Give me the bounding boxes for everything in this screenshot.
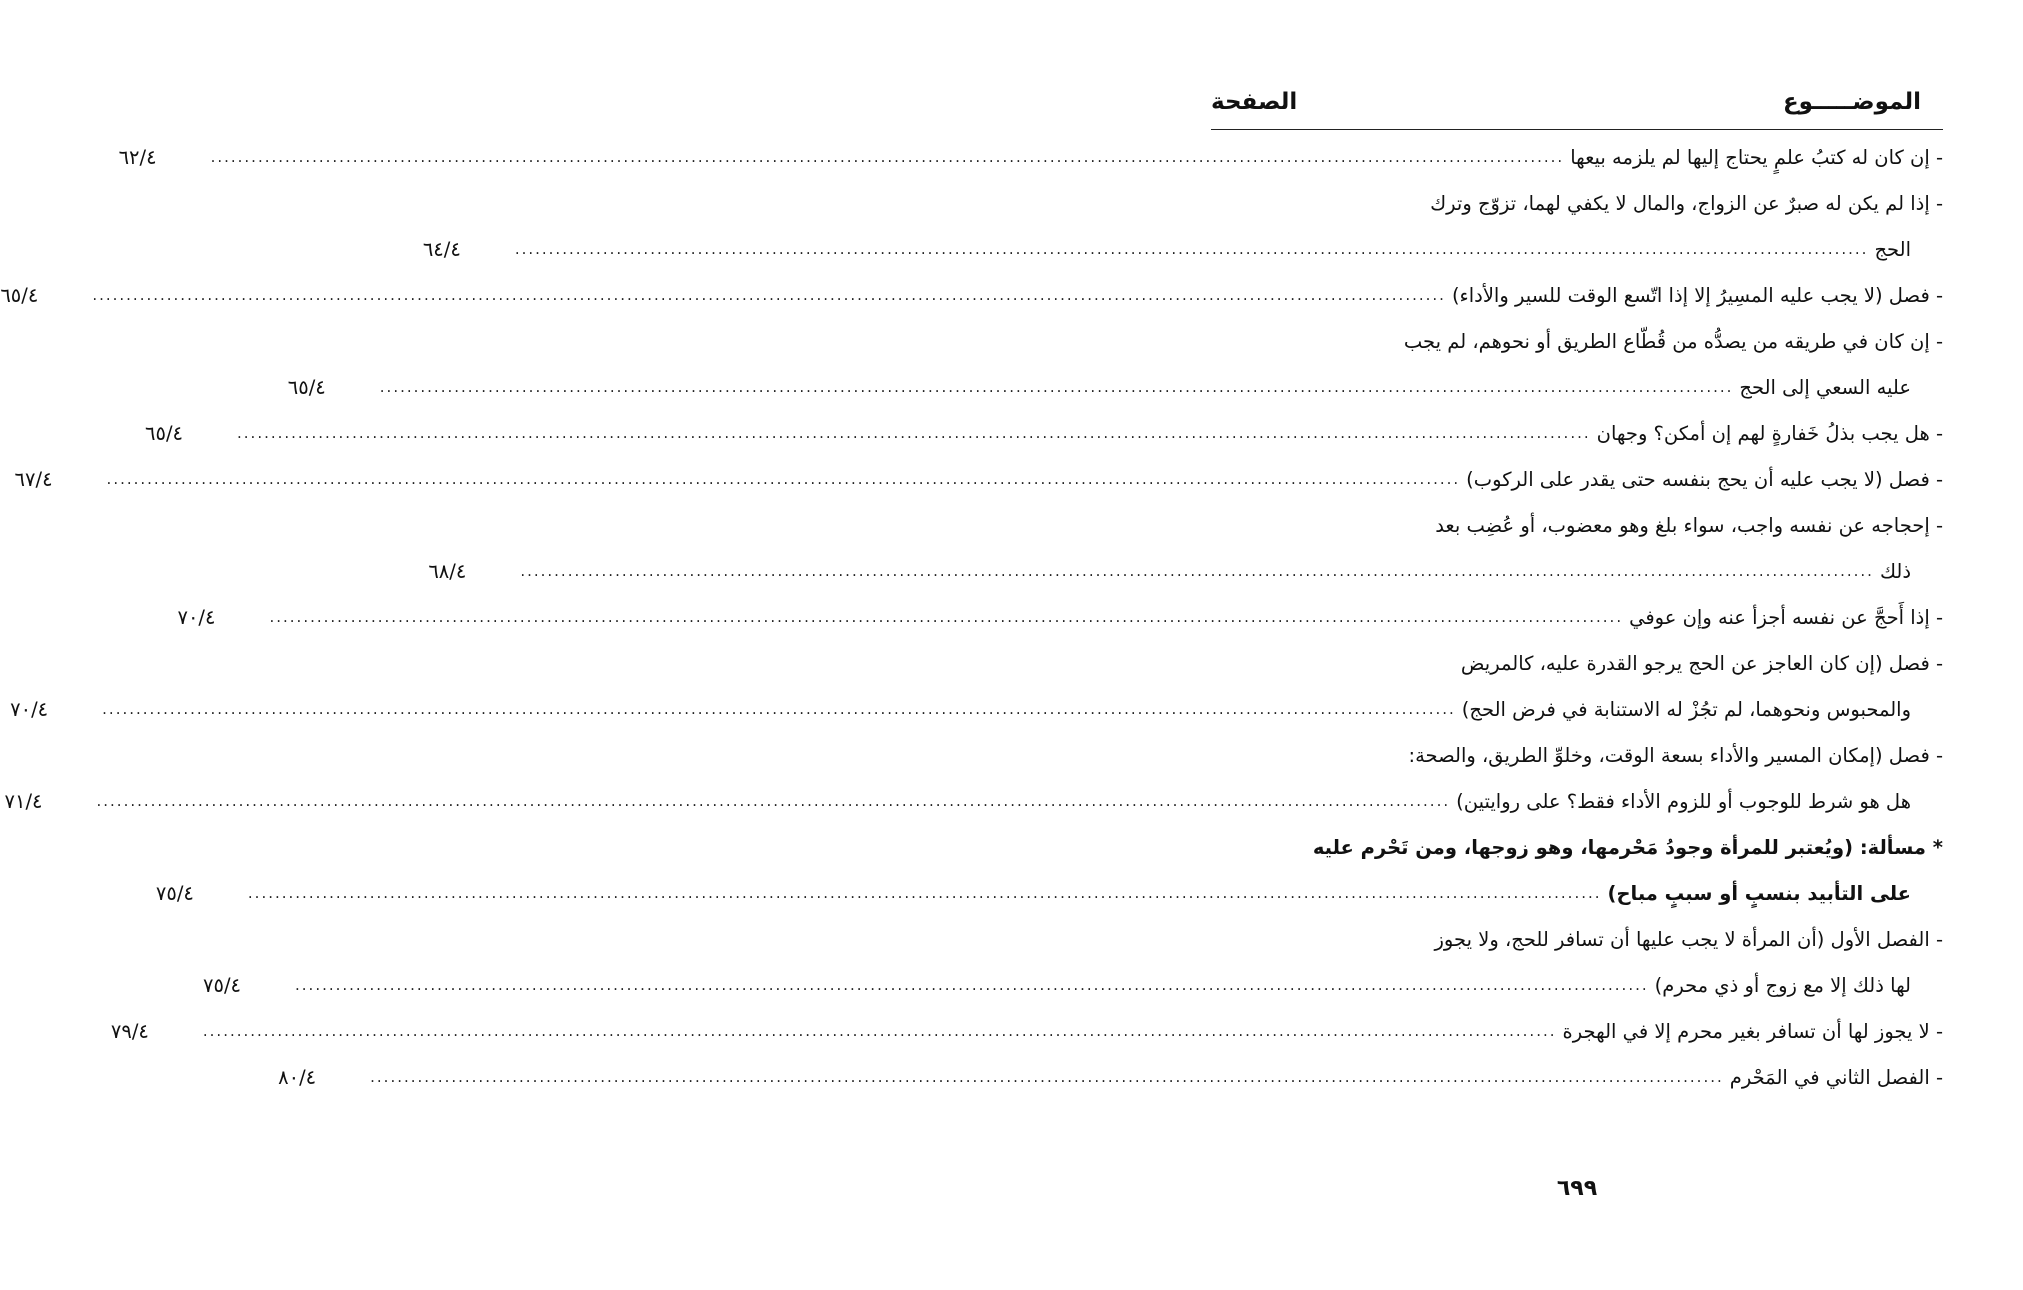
entry-text: والمحبوس ونحوهما، لم تجُزْ له الاستنابة في فرض الحج) bbox=[1461, 697, 1911, 721]
entry-page-ref: ٧٠/٤ bbox=[10, 697, 49, 721]
dot-leader: ........................................................................................................................................................................................................ bbox=[106, 470, 1461, 488]
table-header bbox=[1211, 82, 1921, 122]
dot-leader: ........................................................................................................................................................................................................ bbox=[92, 286, 1446, 304]
entry-text: عليه السعي إلى الحج bbox=[1739, 375, 1911, 399]
entry-page-ref: ٦٥/٤ bbox=[0, 283, 39, 307]
index-entry bbox=[1211, 824, 1943, 870]
entry-text: - الفصل الأول (أن المرأة لا يجب عليها أن تسافر للحج، ولا يجوز bbox=[1434, 927, 1943, 951]
index-entry bbox=[1211, 180, 1943, 226]
entry-page-ref: ٧٩/٤ bbox=[110, 1019, 149, 1043]
index-entry bbox=[1211, 732, 1943, 778]
topic-column-label: الموضـــــوع bbox=[1782, 89, 1921, 115]
entry-text: - إن كان في طريقه من يصدُّه من قُطّاع الطريق أو نحوهم، لم يجب bbox=[1403, 329, 1943, 353]
dot-leader: ........................................................................................................................................................................................................ bbox=[295, 976, 1649, 994]
dot-leader: ........................................................................................................................................................................................................ bbox=[247, 884, 1602, 902]
entry-text: على التأبيد بنسبٍ أو سببٍ مباح) bbox=[1607, 881, 1911, 905]
index-entry bbox=[1211, 318, 1943, 364]
index-entry bbox=[287, 364, 1943, 410]
index-entry bbox=[155, 870, 1943, 916]
entry-page-ref: ٦٤/٤ bbox=[422, 237, 461, 261]
entry-text: - فصل (إمكان المسير والأداء بسعة الوقت، وخلوِّ الطريق، والصحة: bbox=[1408, 743, 1943, 767]
entry-page-ref: ٦٢/٤ bbox=[118, 145, 157, 169]
header-divider bbox=[1211, 129, 1943, 130]
entry-page-ref: ٨٠/٤ bbox=[278, 1065, 317, 1089]
index-entry bbox=[14, 456, 1943, 502]
index-entry bbox=[1211, 640, 1943, 686]
dot-leader: ........................................................................................................................................................................................................ bbox=[102, 700, 1456, 718]
index-entry bbox=[145, 410, 1943, 456]
entry-text: - هل يجب بذلُ خَفارةٍ لهم إن أمكن؟ وجهان bbox=[1596, 421, 1943, 445]
dot-leader: ........................................................................................................................................................................................................ bbox=[269, 608, 1624, 626]
index-entry bbox=[428, 548, 1943, 594]
entry-text: - لا يجوز لها أن تسافر بغير محرم إلا في الهجرة bbox=[1562, 1019, 1943, 1043]
dot-leader: ........................................................................................................................................................................................................ bbox=[370, 1068, 1724, 1086]
entry-text: لها ذلك إلا مع زوج أو ذي محرم) bbox=[1654, 973, 1911, 997]
entry-text: - فصل (إن كان العاجز عن الحج يرجو القدرة عليه، كالمريض bbox=[1460, 651, 1943, 675]
index-entry bbox=[422, 226, 1943, 272]
index-entry bbox=[278, 1054, 1943, 1100]
entry-page-ref: ٦٥/٤ bbox=[145, 421, 184, 445]
dot-leader: ........................................................................................................................................................................................................ bbox=[514, 240, 1869, 258]
entry-text: - فصل (لا يجب عليه المسِيرُ إلا إذا اتّسع الوقت للسير والأداء) bbox=[1451, 283, 1943, 307]
entry-text: - إحجاجه عن نفسه واجب، سواء بلغ وهو معضوب، أو عُضِب بعد bbox=[1435, 513, 1943, 537]
index-entry bbox=[110, 1008, 1943, 1054]
entry-page-ref: ٦٥/٤ bbox=[287, 375, 326, 399]
index-entry bbox=[177, 594, 1943, 640]
dot-leader: ........................................................................................................................................................................................................ bbox=[202, 1022, 1557, 1040]
entry-page-ref: ٧٠/٤ bbox=[177, 605, 216, 629]
entry-text: - إن كان له كتبُ علمٍ يحتاج إليها لم يلزمه بيعها bbox=[1570, 145, 1943, 169]
index-entry bbox=[1211, 916, 1943, 962]
dot-leader: ........................................................................................................................................................................................................ bbox=[379, 378, 1734, 396]
entry-text: - الفصل الثاني في المَحْرم bbox=[1729, 1065, 1943, 1089]
entry-page-ref: ٧٥/٤ bbox=[155, 881, 194, 905]
index-entry bbox=[10, 686, 1943, 732]
index-entry bbox=[4, 778, 1943, 824]
index-entries bbox=[0, 134, 1943, 1100]
entry-page-ref: ٦٨/٤ bbox=[428, 559, 467, 583]
entry-text: ذلك bbox=[1879, 559, 1911, 583]
entry-text: الحج bbox=[1874, 237, 1911, 261]
index-entry bbox=[1211, 502, 1943, 548]
index-entry bbox=[0, 272, 1943, 318]
entry-text: هل هو شرط للوجوب أو للزوم الأداء فقط؟ على روايتين) bbox=[1456, 789, 1911, 813]
page-column-label: الصفحة bbox=[1211, 89, 1298, 115]
dot-leader: ........................................................................................................................................................................................................ bbox=[237, 424, 1591, 442]
dot-leader: ........................................................................................................................................................................................................ bbox=[520, 562, 1874, 580]
index-entry bbox=[203, 962, 1943, 1008]
entry-page-ref: ٦٧/٤ bbox=[14, 467, 53, 491]
index-entry bbox=[118, 134, 1943, 180]
entry-text: - إذا أَحجَّ عن نفسه أجزأ عنه وإن عوفي bbox=[1629, 605, 1943, 629]
entry-page-ref: ٧٥/٤ bbox=[203, 973, 242, 997]
dot-leader: ........................................................................................................................................................................................................ bbox=[96, 792, 1451, 810]
dot-leader: ........................................................................................................................................................................................................ bbox=[210, 148, 1565, 166]
entry-text: - فصل (لا يجب عليه أن يحج بنفسه حتى يقدر على الركوب) bbox=[1466, 467, 1943, 491]
entry-page-ref: ٧١/٤ bbox=[4, 789, 43, 813]
entry-text: - إذا لم يكن له صبرٌ عن الزواج، والمال لا يكفي لهما، تزوّج وترك bbox=[1430, 191, 1943, 215]
entry-text: * مسألة: (ويُعتبر للمرأة وجودُ مَحْرمها، وهو زوجها، ومن تَحْرم عليه bbox=[1312, 835, 1943, 859]
page-number: ٦٩٩ bbox=[1556, 1176, 1598, 1201]
